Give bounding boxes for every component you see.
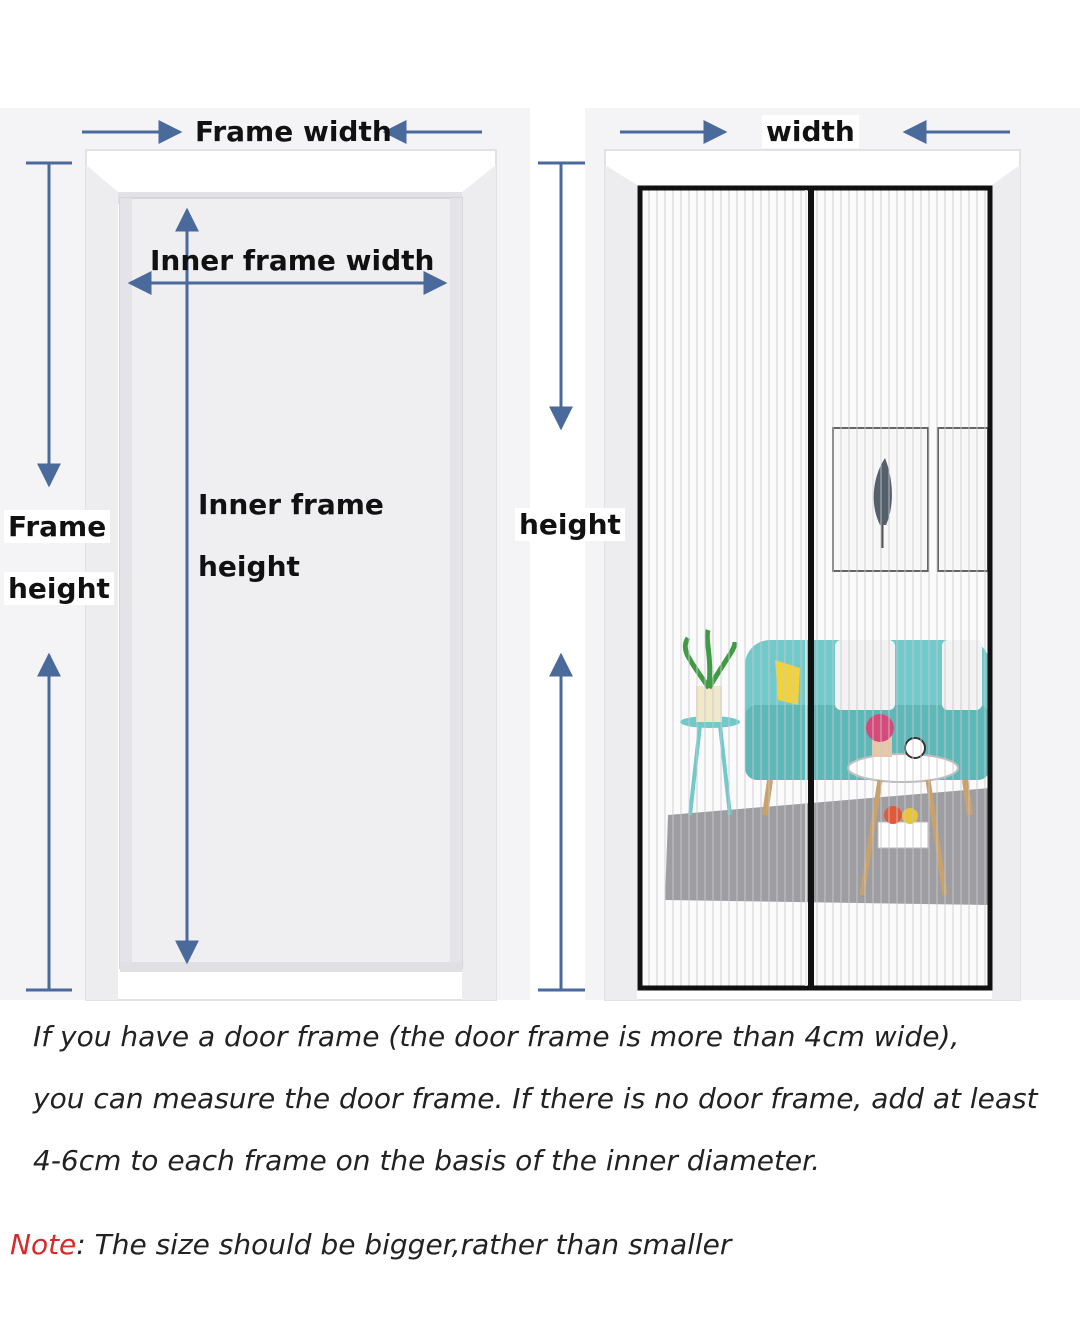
label-frame-width: Frame width (195, 115, 392, 148)
label-inner-frame-height-line2: height (198, 550, 300, 583)
label-inner-frame-height-line1: Inner frame (198, 488, 384, 521)
note-line (10, 1228, 731, 1261)
screen-height-arrows (538, 163, 585, 990)
label-frame-height-line2: height (4, 572, 114, 605)
note-label: Note (10, 1228, 77, 1261)
label-screen-width: width (762, 115, 859, 148)
label-inner-frame-width: Inner frame width (150, 244, 435, 277)
screen-door (605, 150, 1020, 1000)
instruction-line-1: If you have a door frame (the door frame is more than 4cm wide), (33, 1020, 960, 1053)
label-screen-height: height (515, 508, 625, 541)
instruction-line-2: you can measure the door frame. If there is no door frame, add at least (33, 1082, 1038, 1115)
instruction-line-3: 4-6cm to each frame on the basis of the inner diameter. (33, 1144, 820, 1177)
mesh-overlay (640, 188, 990, 988)
label-frame-height-line1: Frame (4, 510, 110, 543)
note-text: : The size should be bigger,rather than smaller (76, 1228, 732, 1261)
